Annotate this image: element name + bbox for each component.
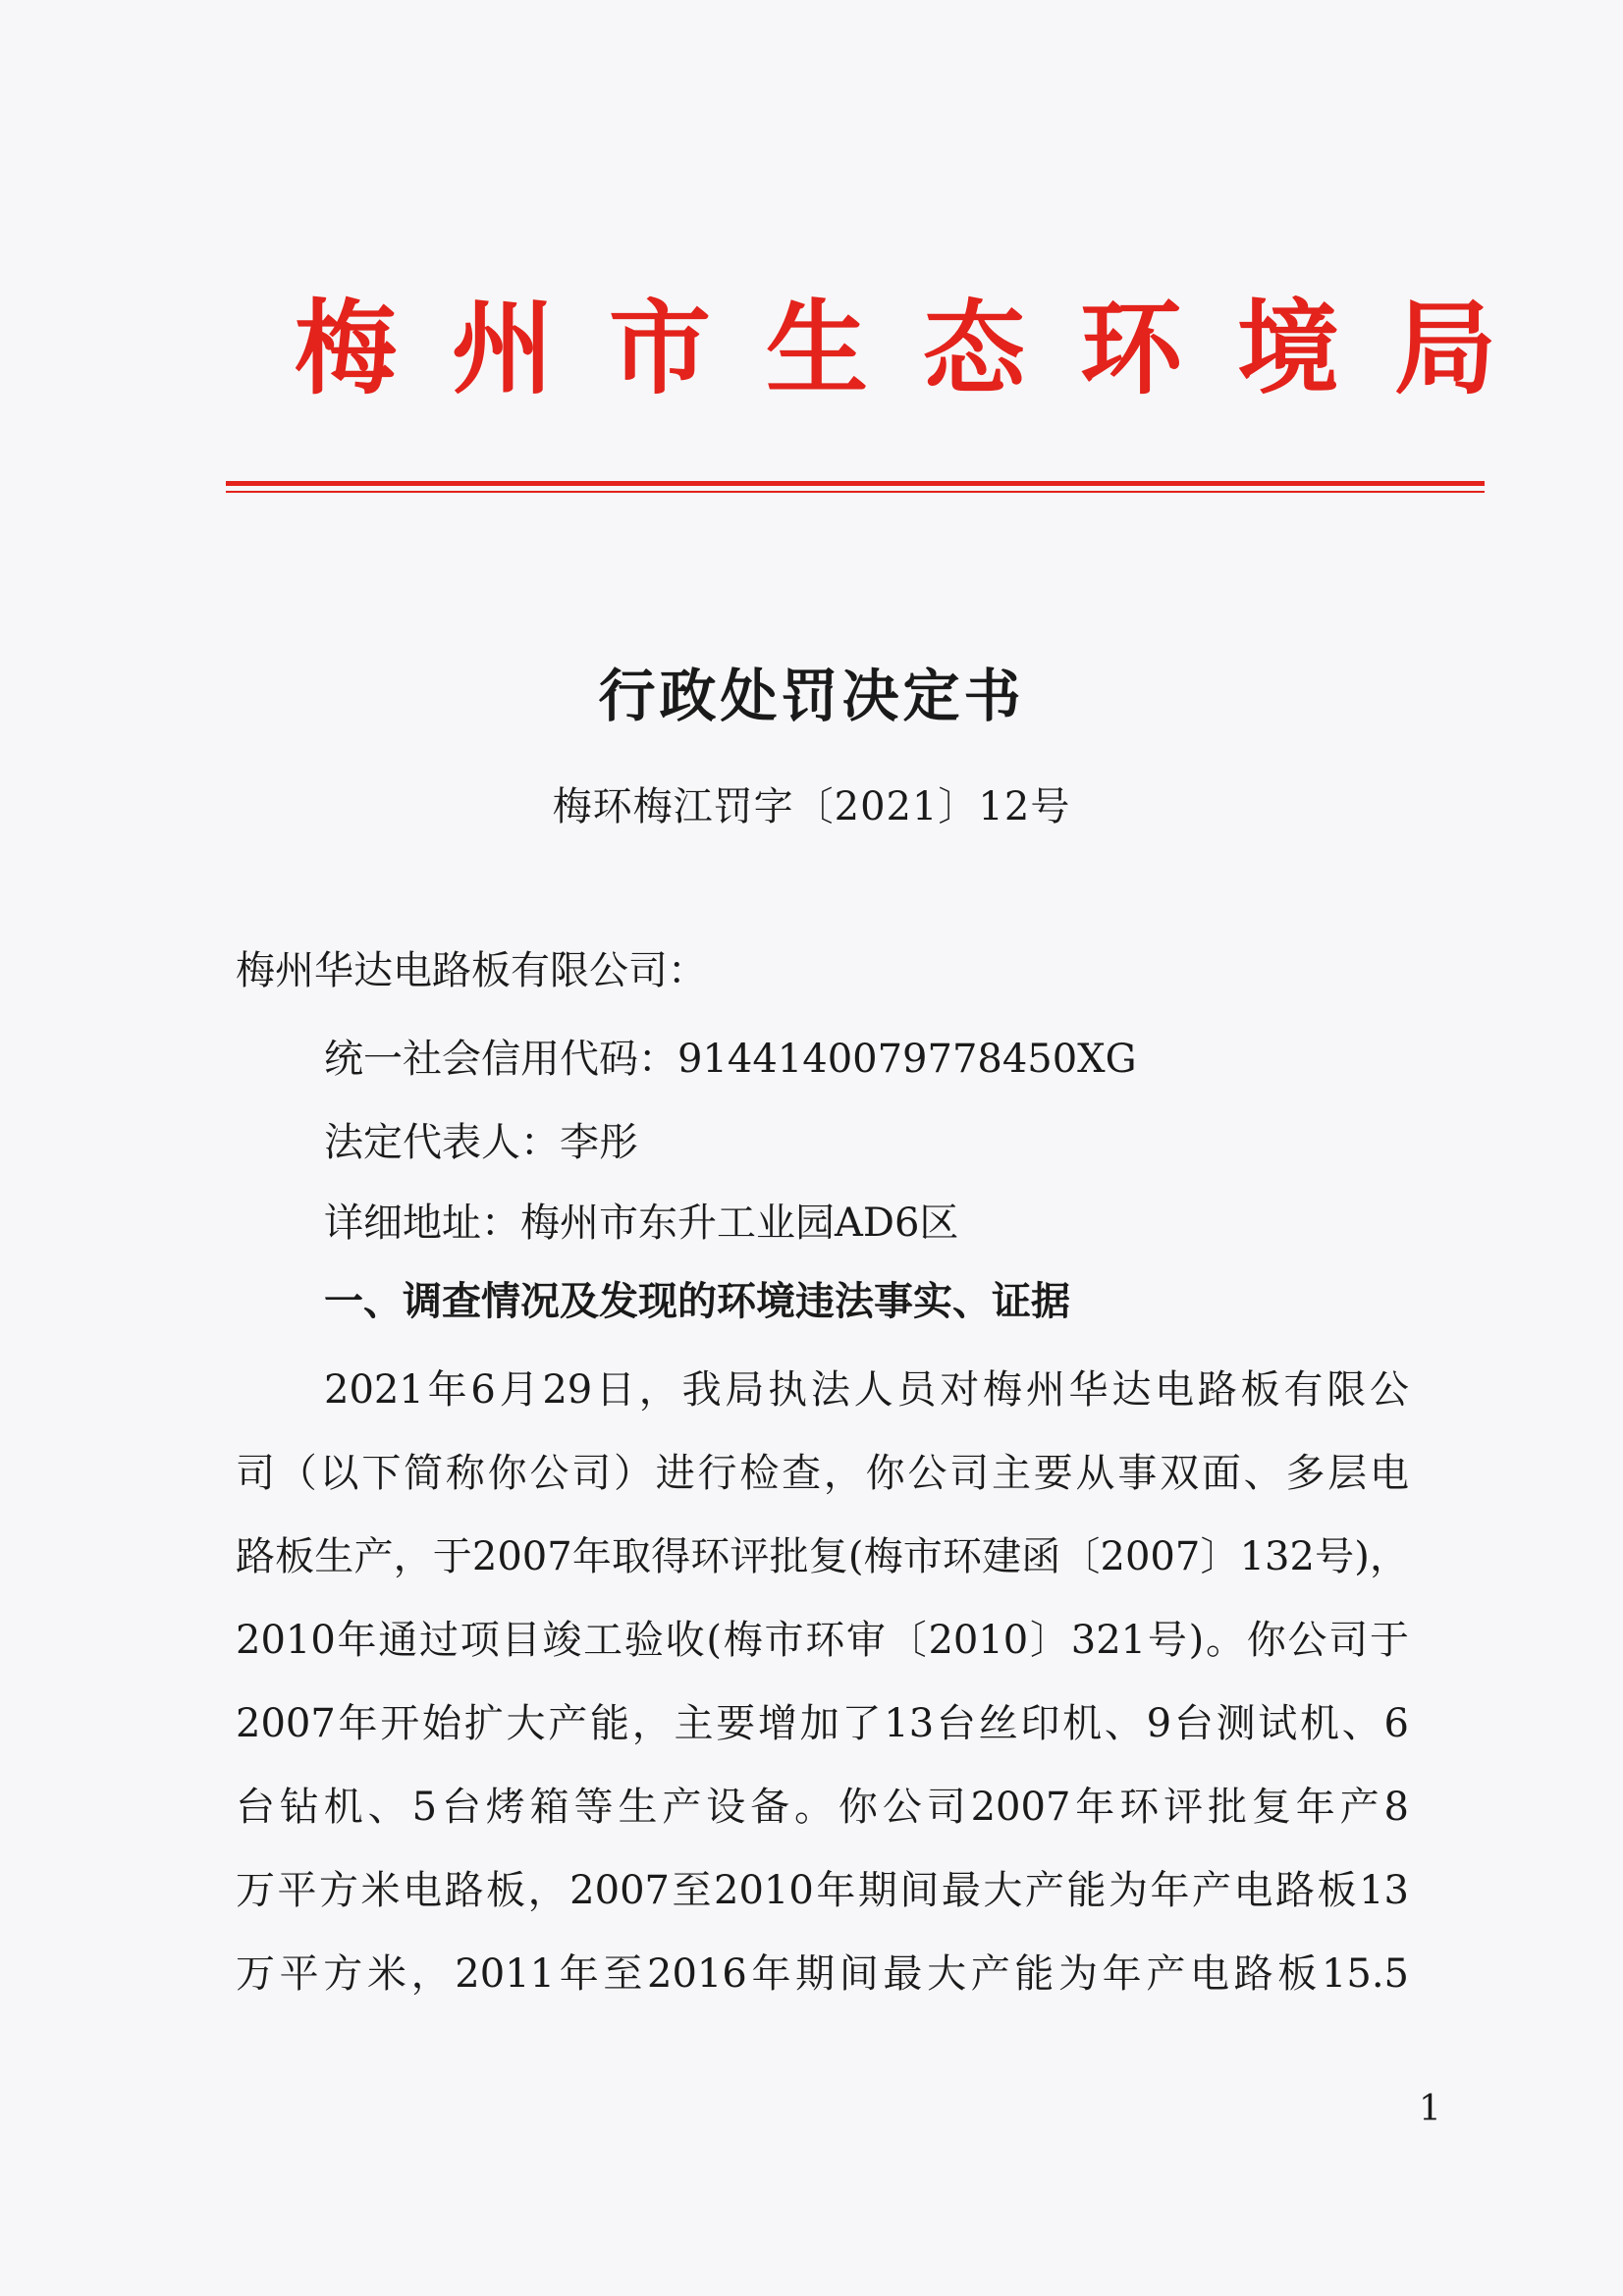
body-line: 2021年6月29日，我局执法人员对梅州华达电路板有限公: [324, 1367, 1409, 1413]
body-line: 万平方米电路板，2007至2010年期间最大产能为年产电路板13: [236, 1868, 1409, 1913]
body-line: 台钻机、5台烤箱等生产设备。你公司2007年环评批复年产8: [236, 1785, 1409, 1830]
document-number: 梅环梅江罚字〔2021〕12号: [552, 784, 1071, 829]
document-title: 行政处罚决定书: [598, 663, 1025, 729]
detailed-address: 详细地址：梅州市东升工业园AD6区: [324, 1201, 959, 1246]
letterhead-rule-thin: [226, 491, 1485, 493]
body-line: 路板生产，于2007年取得环评批复(梅市环建函〔2007〕132号)，: [236, 1534, 1409, 1579]
section-heading: 一、调查情况及发现的环境违法事实、证据: [324, 1278, 1070, 1324]
body-line: 2010年通过项目竣工验收(梅市环审〔2010〕321号)。你公司于: [236, 1618, 1409, 1663]
page-number: 1: [1419, 2089, 1441, 2129]
credit-code: 统一社会信用代码：9144140079778450XG: [324, 1037, 1137, 1082]
body-line: 万平方米，2011年至2016年期间最大产能为年产电路板15.5: [236, 1951, 1409, 1997]
agency-letterhead: 梅州市生态环境局: [295, 288, 1552, 408]
body-line: 2007年开始扩大产能，主要增加了13台丝印机、9台测试机、6: [236, 1701, 1409, 1746]
addressee: 梅州华达电路板有限公司：: [236, 948, 707, 993]
legal-representative: 法定代表人：李彤: [324, 1120, 638, 1165]
letterhead-rule-thick: [226, 481, 1485, 486]
body-line: 司（以下简称你公司）进行检查，你公司主要从事双面、多层电: [236, 1451, 1409, 1496]
